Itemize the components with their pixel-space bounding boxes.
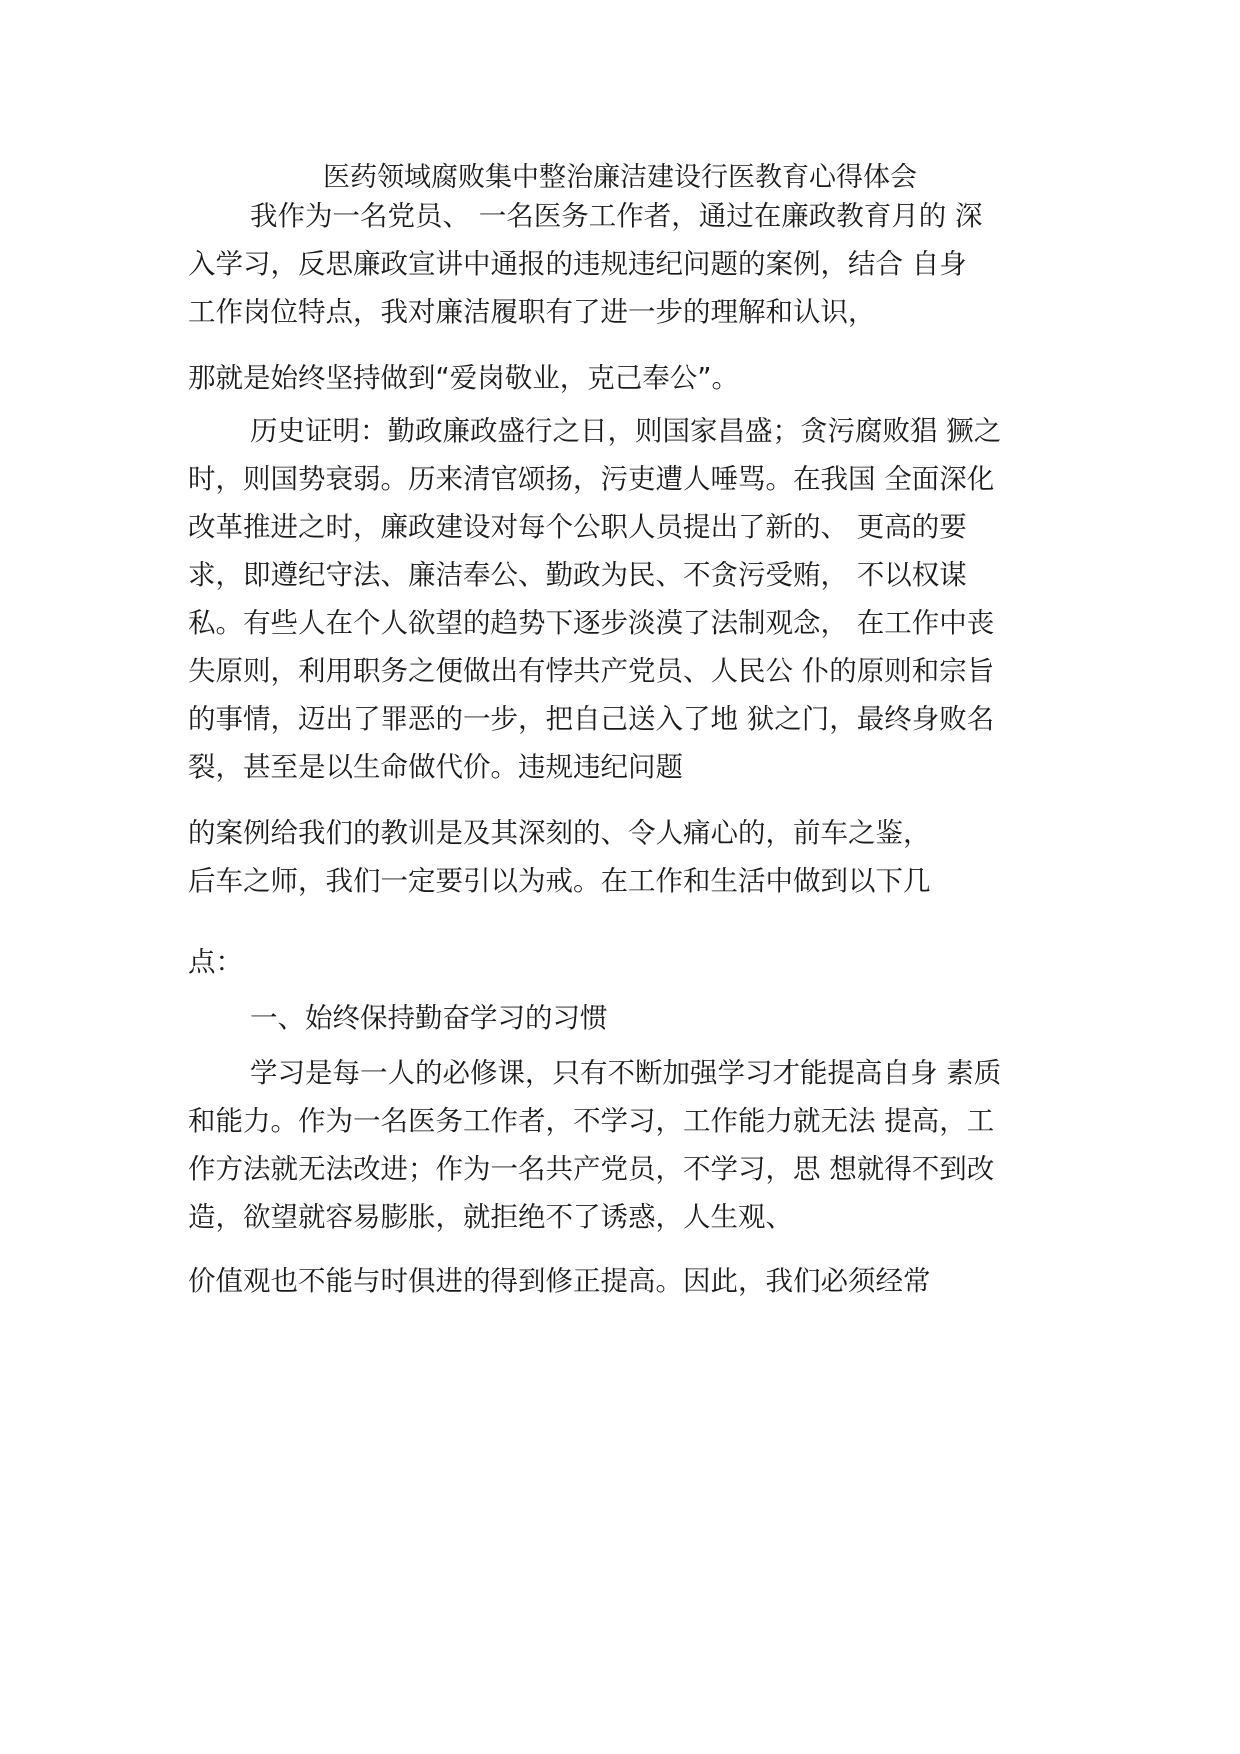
- paragraph-line: 作方法就无法改进；作为一名共产党员，不学习，思 想就得不到改: [188, 1153, 995, 1185]
- paragraph-line: 求，即遵纪守法、廉洁奉公、勤政为民、不贪污受贿， 不以权谋: [188, 559, 967, 591]
- paragraph-line: 点：: [188, 946, 243, 978]
- paragraph-line: 私。有些人在个人欲望的趋势下逐步淡漠了法制观念， 在工作中丧: [188, 607, 995, 639]
- section-heading: 一、始终保持勤奋学习的习惯: [250, 1002, 608, 1034]
- paragraph-line: 的案例给我们的教训是及其深刻的、令人痛心的，前车之鉴，: [188, 817, 931, 849]
- paragraph-line: 我作为一名党员、 一名医务工作者，通过在廉政教育月的 深: [250, 200, 983, 232]
- paragraph-line: 工作岗位特点，我对廉洁履职有了进一步的理解和认识，: [188, 296, 876, 328]
- paragraph-line: 和能力。作为一名医务工作者，不学习，工作能力就无法 提高，工: [188, 1105, 995, 1137]
- document-title: 医药领域腐败集中整治廉洁建设行医教育心得体会: [323, 162, 917, 193]
- paragraph-line: 造，欲望就容易膨胀，就拒绝不了诱惑，人生观、: [188, 1201, 793, 1233]
- paragraph-line: 时，则国势衰弱。历来清官颂扬，污吏遭人唾骂。在我国 全面深化: [188, 463, 995, 495]
- paragraph-line: 入学习，反思廉政宣讲中通报的违规违纪问题的案例，结合 自身: [188, 248, 967, 280]
- paragraph-line: 改革推进之时，廉政建设对每个公职人员提出了新的、 更高的要: [188, 511, 967, 543]
- paragraph-line: 裂，甚至是以生命做代价。违规违纪问题: [188, 751, 683, 783]
- paragraph-line: 学习是每一人的必修课，只有不断加强学习才能提高自身 素质: [250, 1057, 1002, 1089]
- paragraph-line: 后车之师，我们一定要引以为戒。在工作和生活中做到以下几: [188, 865, 931, 897]
- paragraph-line: 历史证明：勤政廉政盛行之日，则国家昌盛；贪污腐败猖 獗之: [250, 415, 1002, 447]
- paragraph-line: 价值观也不能与时俱进的得到修正提高。因此，我们必须经常: [188, 1265, 931, 1297]
- paragraph-line: 那就是始终坚持做到“爱岗敬业，克己奉公”。: [188, 362, 739, 394]
- paragraph-line: 失原则，利用职务之便做出有悖共产党员、人民公 仆的原则和宗旨: [188, 655, 995, 687]
- paragraph-line: 的事情，迈出了罪恶的一步，把自己送入了地 狱之门，最终身败名: [188, 703, 995, 735]
